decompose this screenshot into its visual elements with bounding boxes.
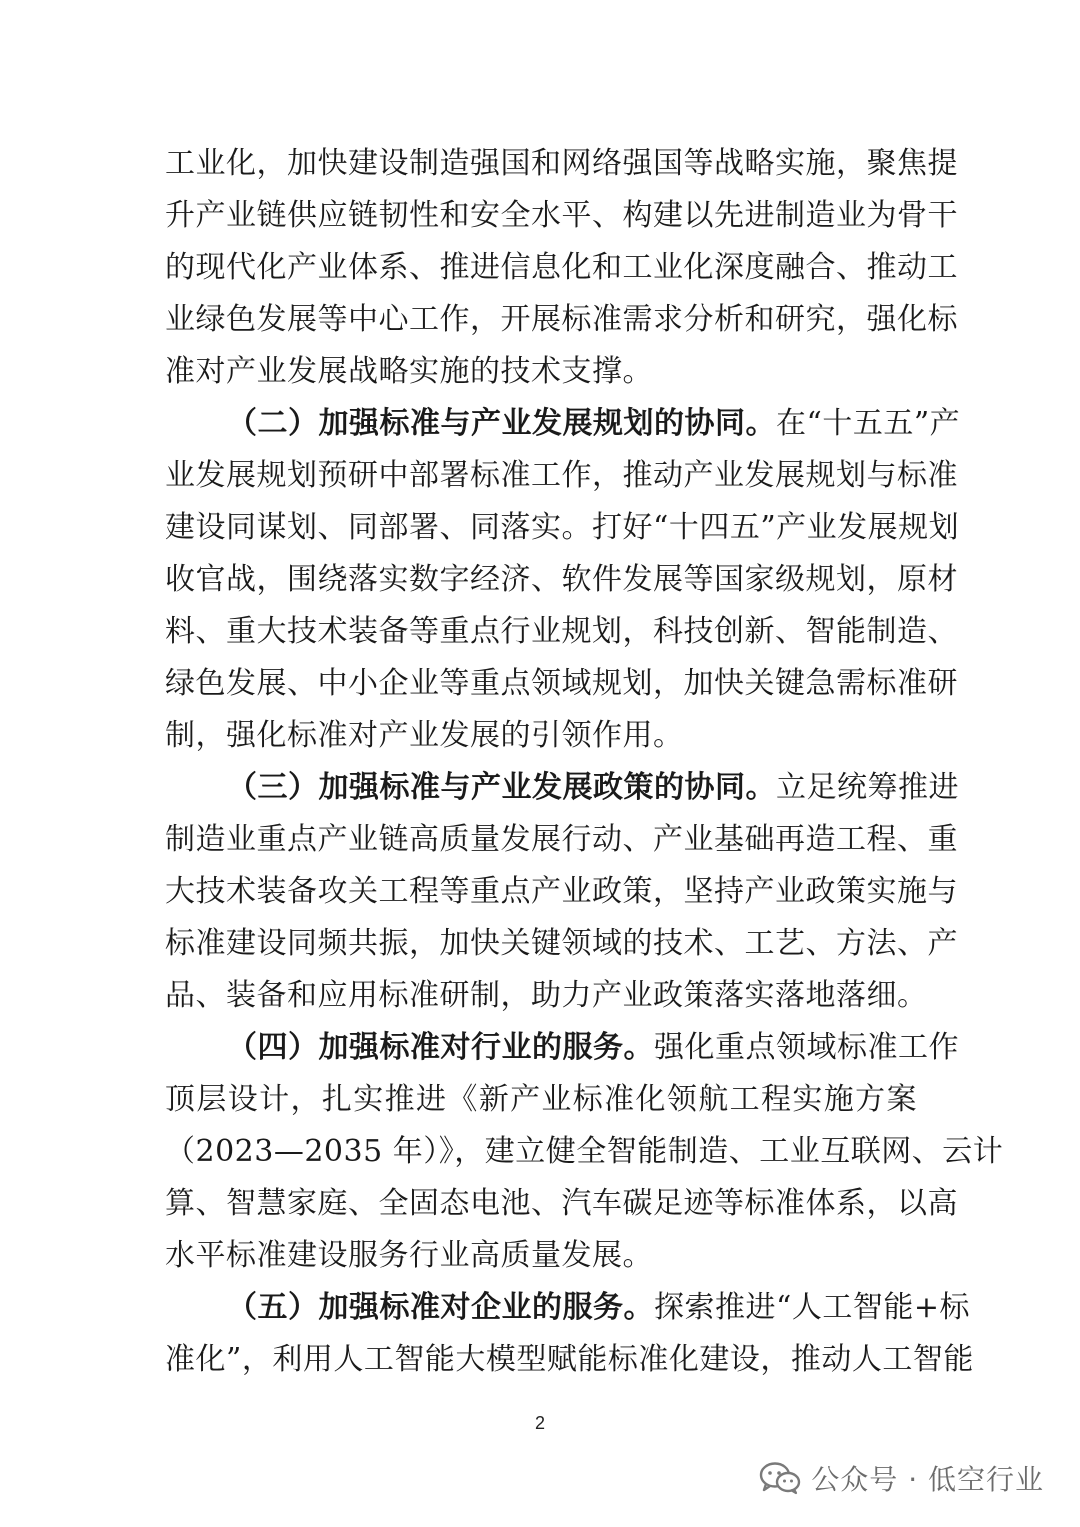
- paragraph-3: [165, 1022, 1004, 1282]
- text-line: 升产业链供应链韧性和安全水平、构建以先进制造业为骨干: [165, 198, 958, 233]
- text-line: 绿色发展、中小企业等重点领域规划，加快关键急需标准研: [165, 666, 958, 701]
- text-line: 业绿色发展等中心工作，开展标准需求分析和研究，强化标: [165, 302, 958, 337]
- text-run: 在“十五五”产: [776, 406, 961, 441]
- page-number: 2: [534, 1413, 545, 1433]
- text-line: 算、智慧家庭、全固态电池、汽车碳足迹等标准体系，以高: [165, 1186, 958, 1221]
- section-heading: （五）加强标准对企业的服务。: [227, 1290, 654, 1325]
- paragraph-2: [165, 762, 959, 1022]
- text-line: 料、重大技术装备等重点行业规划，科技创新、智能制造、: [165, 614, 958, 649]
- wechat-watermark: [759, 1456, 1044, 1500]
- paragraph-first-line: [165, 762, 959, 814]
- text-run: 强化重点领域标准工作: [654, 1030, 959, 1065]
- text-line: 顶层设计，扎实推进《新产业标准化领航工程实施方案: [165, 1082, 917, 1117]
- text-line: 收官战，围绕落实数字经济、软件发展等国家级规划，原材: [165, 562, 958, 597]
- text-line: 品、装备和应用标准研制，助力产业政策落实落地落细。: [165, 978, 928, 1013]
- paragraph-first-line: [165, 398, 961, 450]
- text-line: 业发展规划预研中部署标准工作，推动产业发展规划与标准: [165, 458, 958, 493]
- text-line: 的现代化产业体系、推进信息化和工业化深度融合、推动工: [165, 250, 958, 285]
- wechat-icon: [759, 1461, 801, 1495]
- text-run: 探索推进“人工智能+标: [654, 1290, 970, 1325]
- paragraph-4: [165, 1282, 974, 1386]
- paragraph-0: [165, 138, 958, 398]
- text-line: 标准建设同频共振，加快关键领域的技术、工艺、方法、产: [165, 926, 958, 961]
- section-heading: （四）加强标准对行业的服务。: [227, 1030, 654, 1065]
- text-line: 工业化，加快建设制造强国和网络强国等战略实施，聚焦提: [165, 146, 958, 181]
- paragraph-first-line: [165, 1022, 959, 1074]
- text-line: （2023—2035 年）》，建立健全智能制造、工业互联网、云计: [165, 1134, 1004, 1169]
- text-line: 准对产业发展战略实施的技术支撑。: [165, 354, 653, 389]
- text-line: 大技术装备攻关工程等重点产业政策，坚持产业政策实施与: [165, 874, 958, 909]
- paragraph-1: [165, 398, 961, 762]
- section-heading: （二）加强标准与产业发展规划的协同。: [227, 406, 776, 441]
- document-page: [165, 138, 1004, 1386]
- watermark-text: 公众号 · 低空行业: [811, 1463, 1044, 1496]
- text-line: 制，强化标准对产业发展的引领作用。: [165, 718, 684, 753]
- text-line: 水平标准建设服务行业高质量发展。: [165, 1238, 653, 1273]
- paragraph-first-line: [165, 1282, 970, 1334]
- text-run: 立足统筹推进: [776, 770, 959, 805]
- text-line: 建设同谋划、同部署、同落实。打好“十四五”产业发展规划: [165, 510, 960, 545]
- section-heading: （三）加强标准与产业发展政策的协同。: [227, 770, 776, 805]
- text-line: 制造业重点产业链高质量发展行动、产业基础再造工程、重: [165, 822, 958, 857]
- text-line: 准化”，利用人工智能大模型赋能标准化建设，推动人工智能: [165, 1342, 974, 1377]
